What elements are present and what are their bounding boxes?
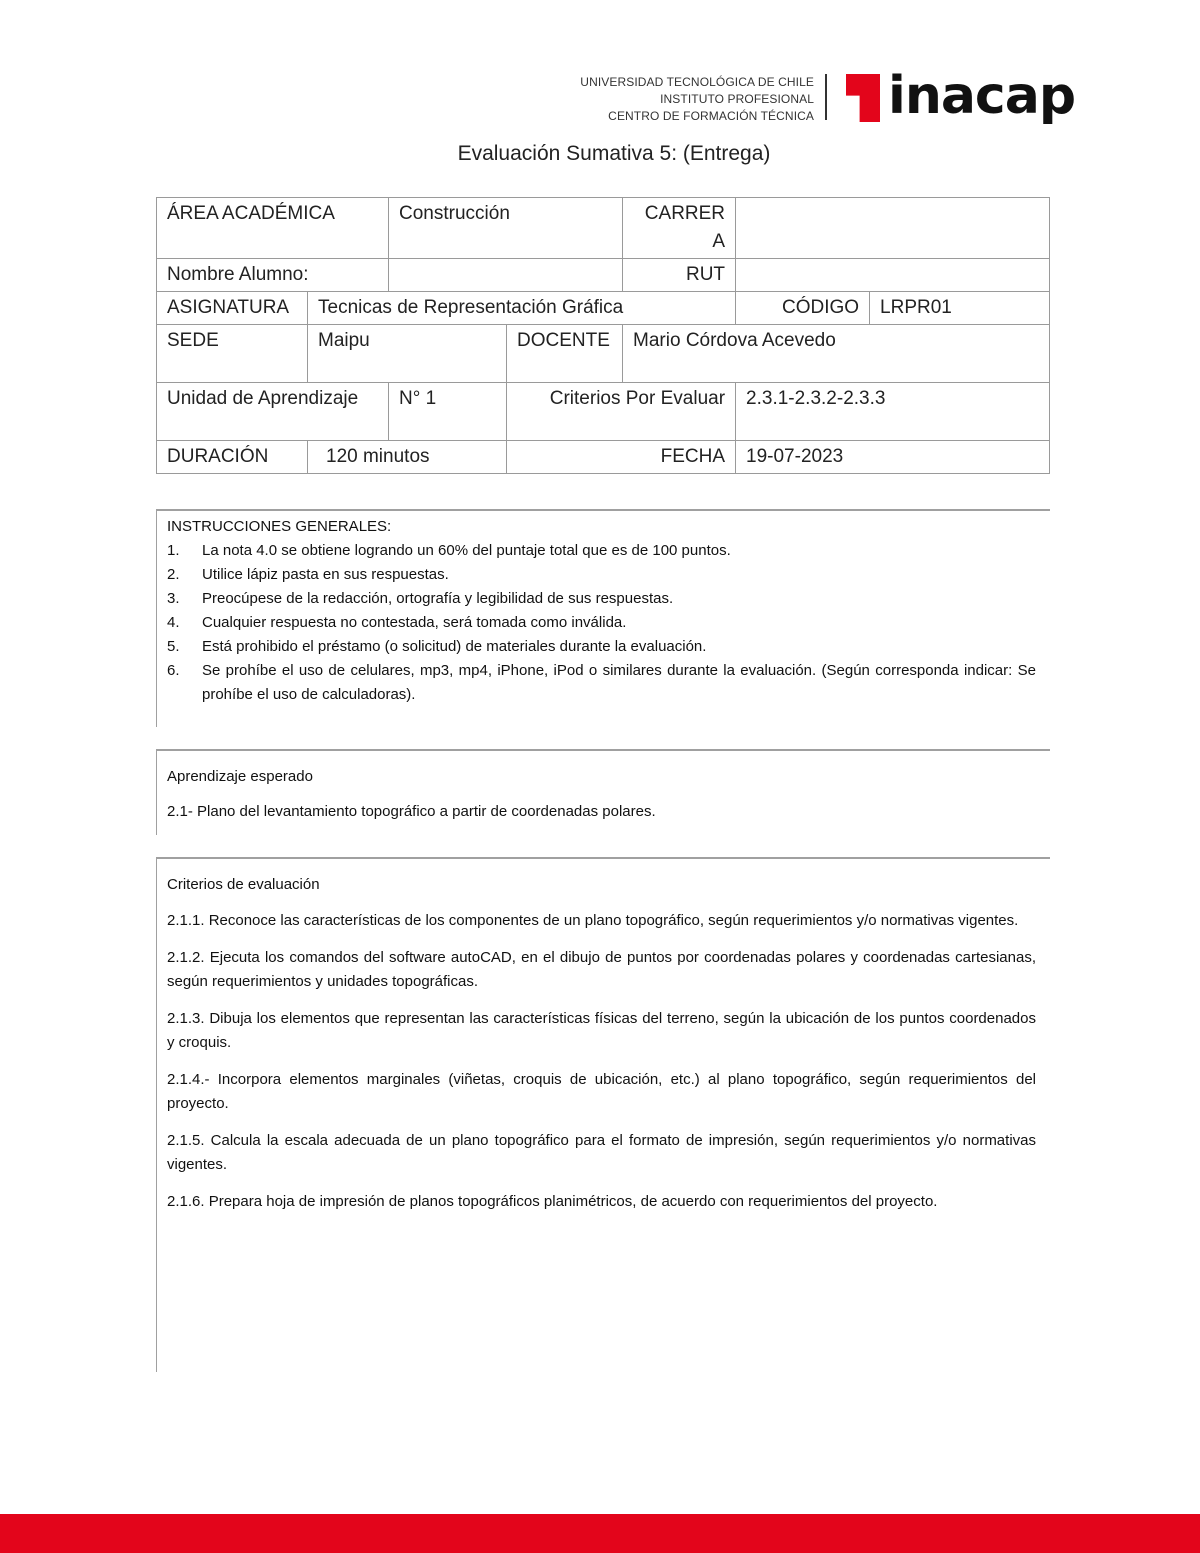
criterio-item: 2.1.2. Ejecuta los comandos del software autoCAD, en el dibujo de puntos por coordenadas polares y coordenadas cartesianas, según requerimientos y unidades topográficas. [167, 949, 1036, 990]
rut-label: RUT [623, 259, 736, 292]
footer-bar [0, 1514, 1200, 1553]
page-title: Evaluación Sumativa 5: (Entrega) [457, 142, 771, 165]
list-item: 6. Se prohíbe el uso de celulares, mp3, mp4, iPhone, iPod o similares durante la evaluación. (Según corresponda indicar: Se prohíbe el uso de calculadoras). [167, 662, 1036, 703]
logo-text: inacap [888, 66, 1076, 126]
alumno-value[interactable] [389, 259, 623, 292]
institution-line: INSTITUTO PROFESIONAL [660, 92, 814, 106]
institution-line: CENTRO DE FORMACIÓN TÉCNICA [608, 109, 814, 123]
list-item: 4. Cualquier respuesta no contestada, será tomada como inválida. [167, 614, 627, 631]
sede-label: SEDE [157, 325, 308, 383]
unidad-label: Unidad de Aprendizaje [157, 383, 389, 441]
asignatura-label: ASIGNATURA [157, 292, 308, 325]
fecha-label: FECHA [507, 441, 736, 474]
area-label: ÁREA ACADÉMICA [157, 198, 389, 259]
criterio-item: 2.1.1. Reconoce las características de los componentes de un plano topográfico, según requerimientos y/o normativas vigentes. [167, 912, 1019, 929]
criterios-heading: Criterios de evaluación [167, 876, 320, 893]
logo-divider [825, 74, 827, 120]
duracion-label: DURACIÓN [157, 441, 308, 474]
list-item: 3. Preocúpese de la redacción, ortografía y legibilidad de sus respuestas. [167, 590, 674, 607]
carrera-value[interactable] [736, 198, 1050, 259]
area-value: Construcción [389, 198, 623, 259]
institution-lines [580, 74, 814, 125]
institution-line: UNIVERSIDAD TECNOLÓGICA DE CHILE [580, 75, 814, 89]
list-item: 2. Utilice lápiz pasta en sus respuestas. [167, 566, 449, 583]
duracion-value: 120 minutos [308, 441, 507, 474]
criterios-label: Criterios Por Evaluar [507, 383, 736, 441]
rut-value[interactable] [736, 259, 1050, 292]
list-item: 5. Está prohibido el préstamo (o solicitud) de materiales durante la evaluación. [167, 638, 707, 655]
criterios-section [156, 857, 1050, 1372]
docente-label: DOCENTE [507, 325, 623, 383]
aprendizaje-heading: Aprendizaje esperado [167, 768, 313, 785]
docente-value: Mario Córdova Acevedo [623, 325, 1050, 383]
criterios-value: 2.3.1-2.3.2-2.3.3 [736, 383, 1050, 441]
codigo-label: CÓDIGO [736, 292, 870, 325]
info-table [156, 197, 1050, 474]
asignatura-value: Tecnicas de Representación Gráfica [308, 292, 736, 325]
criterio-item: 2.1.5. Calcula la escala adecuada de un plano topográfico para el formato de impresión, según requerimientos y/o normativas vigentes. [167, 1132, 1036, 1173]
criterio-item: 2.1.4.- Incorpora elementos marginales (viñetas, croquis de ubicación, etc.) al plano topográfico, según requerimientos del proyecto. [167, 1071, 1036, 1112]
sede-value: Maipu [308, 325, 507, 383]
unidad-value: N° 1 [389, 383, 507, 441]
carrera-label: CARRERA [623, 198, 736, 259]
aprendizaje-text: 2.1- Plano del levantamiento topográfico a partir de coordenadas polares. [167, 803, 656, 820]
criterio-item: 2.1.6. Prepara hoja de impresión de planos topográficos planimétricos, de acuerdo con requerimientos del proyecto. [167, 1193, 938, 1210]
inacap-logo-icon [846, 74, 880, 122]
instructions-section [156, 509, 1050, 727]
instructions-heading: INSTRUCCIONES GENERALES: [167, 518, 392, 535]
instructions-list [167, 539, 1036, 707]
fecha-value: 19-07-2023 [736, 441, 1050, 474]
criterio-item: 2.1.3. Dibuja los elementos que representan las características físicas del terreno, según la ubicación de los puntos coordenados y croquis. [167, 1010, 1036, 1051]
inacap-logo [846, 66, 1076, 134]
aprendizaje-section [156, 749, 1050, 835]
codigo-value: LRPR01 [870, 292, 1050, 325]
list-item: 1. La nota 4.0 se obtiene logrando un 60% del puntaje total que es de 100 puntos. [167, 542, 731, 559]
alumno-label: Nombre Alumno: [157, 259, 389, 292]
